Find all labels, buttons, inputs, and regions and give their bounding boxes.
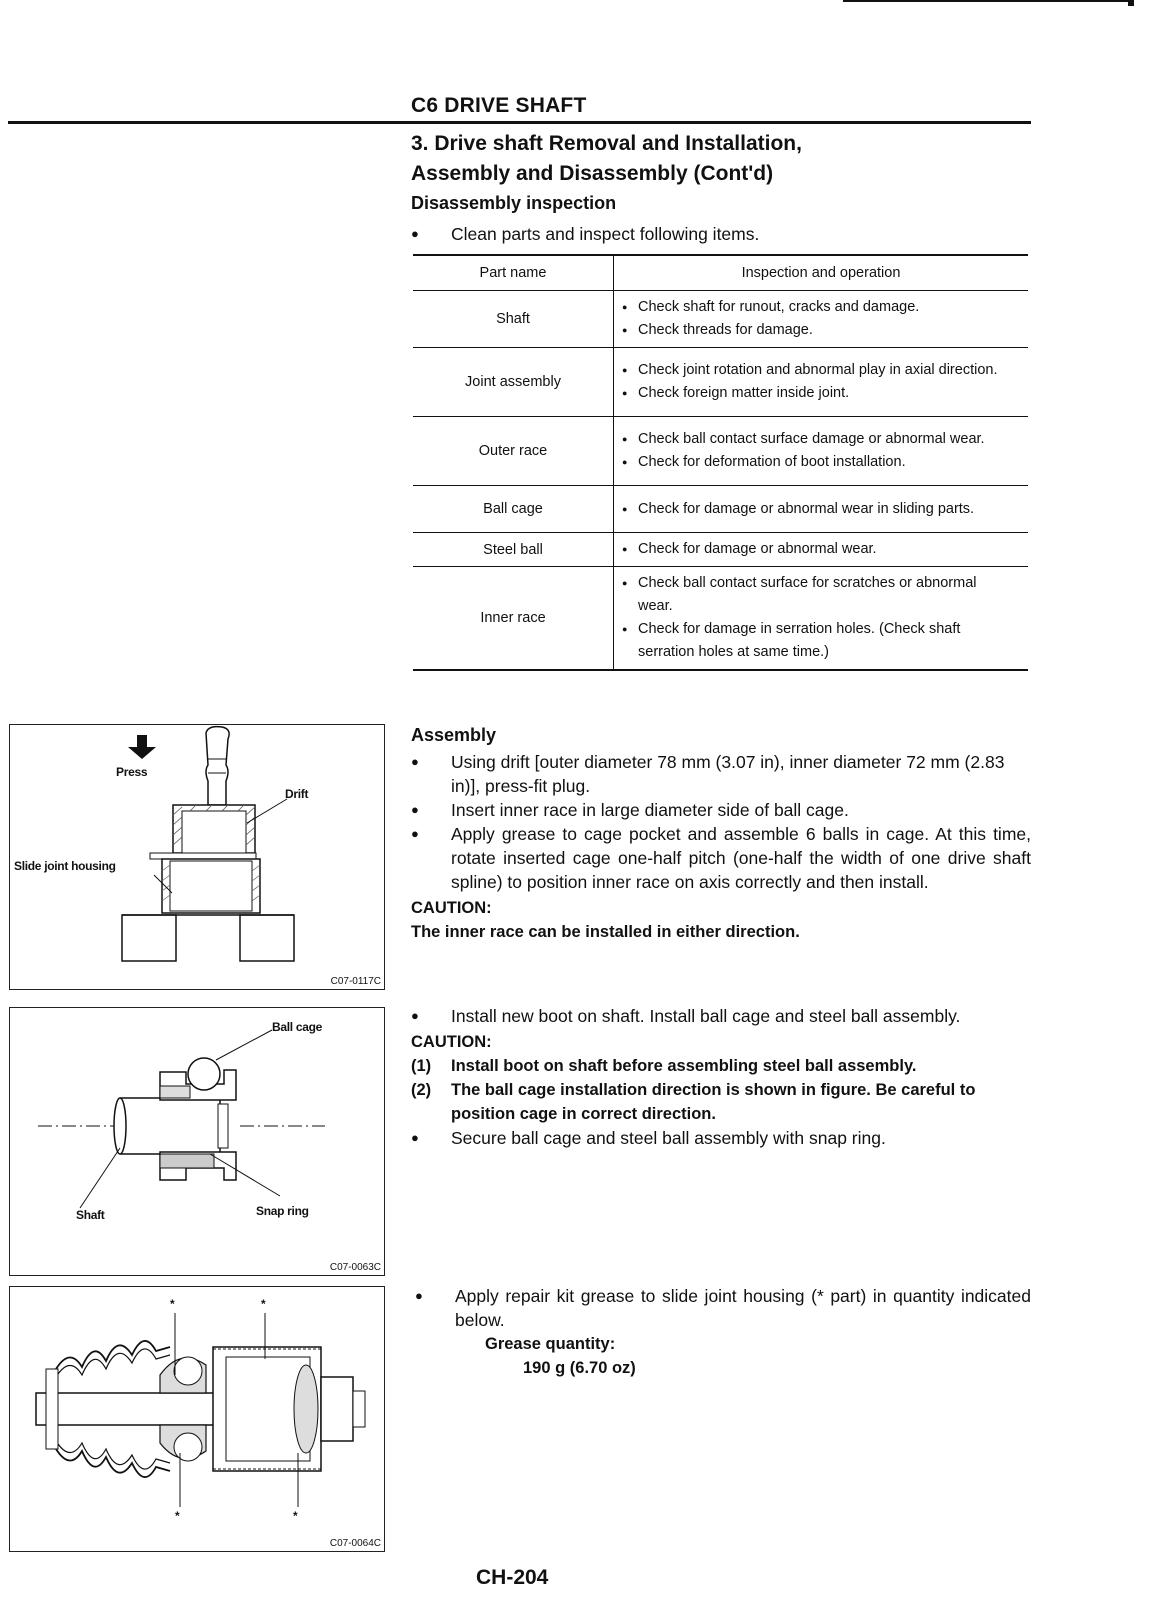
part-name: Outer race: [413, 417, 614, 486]
ball-cage-label: Ball cage: [272, 1020, 322, 1034]
table-row: [413, 567, 1028, 670]
table-header-ops: Inspection and operation: [741, 265, 901, 281]
inspection-item: ● Check for damage in serration holes. (Check shaft serration holes at same time.): [620, 618, 1018, 664]
assembly-step: ● Using drift [outer diameter 78 mm (3.07 in), inner diameter 72 mm (2.83 in)], press-fit plug.: [411, 750, 1031, 798]
assembly-step: ● Apply repair kit grease to slide joint housing (* part) in quantity indicated below.: [415, 1284, 1031, 1332]
assembly-boot-section: [411, 1004, 1031, 1150]
inspection-item: ● Check foreign matter inside joint.: [620, 382, 1028, 405]
assembly-step: ● Apply grease to cage pocket and assemble 6 balls in cage. At this time, rotate inserted cage one-half pitch (one-half the width of one drive shaft spline) to position inner race on axis correctly and then install.: [411, 822, 1031, 894]
inspection-item: ● Check ball contact surface damage or abnormal wear.: [620, 428, 1028, 451]
figure-code: C07-0063C: [329, 1262, 381, 1273]
snap-ring-label: Snap ring: [256, 1204, 309, 1218]
caution-item-text: The ball cage installation direction is shown in figure. Be careful to position cage in correct direction.: [451, 1081, 976, 1123]
part-name: Inner race: [413, 567, 614, 670]
figure-boot-housing: [9, 1286, 385, 1552]
page-subtitle: [411, 129, 802, 189]
table-row: [413, 417, 1028, 486]
assembly-heading: Assembly: [411, 725, 497, 745]
assembly-step: ● Install new boot on shaft. Install ball cage and steel ball assembly.: [411, 1004, 1031, 1028]
inspection-item: ● Check for damage or abnormal wear in sliding parts.: [620, 498, 1023, 521]
inspection-item: ● Check threads for damage.: [620, 319, 1028, 342]
shaft-label: Shaft: [76, 1208, 105, 1222]
subtitle-line-1: 3. Drive shaft Removal and Installation,: [411, 132, 802, 155]
ball-cage-diagram: [10, 1008, 384, 1275]
drift-label: Drift: [285, 787, 309, 801]
boot-housing-diagram: [10, 1287, 384, 1551]
figure-code: C07-0117C: [330, 976, 381, 987]
grease-point-mark: *: [170, 1297, 175, 1311]
inspection-item: ● Check shaft for runout, cracks and damage.: [620, 296, 1028, 319]
disassembly-heading: Disassembly inspection: [411, 193, 617, 213]
caution-item: [411, 1054, 1031, 1078]
grease-point-mark: *: [175, 1509, 180, 1523]
top-rule: [843, 0, 1133, 2]
assembly-section: [411, 725, 1031, 944]
grease-section: [415, 1284, 1031, 1380]
subtitle-line-2: Assembly and Disassembly (Cont'd): [411, 162, 774, 185]
assembly-step: ● Insert inner race in large diameter side of ball cage.: [411, 798, 1031, 822]
section-title: C6 DRIVE SHAFT: [411, 94, 587, 117]
caution-item: [411, 1078, 1031, 1126]
inspection-item: ● Check joint rotation and abnormal play in axial direction.: [620, 359, 1008, 382]
figure-code: C07-0064C: [329, 1538, 381, 1549]
table-row: [413, 533, 1028, 567]
table-row: [413, 348, 1028, 417]
caution-item-text: Install boot on shaft before assembling steel ball assembly.: [451, 1057, 917, 1075]
inspection-item: ● Check ball contact surface for scratches or abnormal wear.: [620, 572, 1013, 618]
figure-press-fit: [9, 724, 385, 990]
press-label: Press: [116, 765, 148, 779]
caution-item-number: (1): [411, 1057, 432, 1075]
part-name: Shaft: [413, 291, 614, 348]
part-name: Steel ball: [413, 533, 614, 567]
table-row: [413, 486, 1028, 533]
grease-label: Grease quantity:: [485, 1335, 616, 1353]
grease-value: 190 g (6.70 oz): [523, 1359, 636, 1377]
table-row: [413, 291, 1028, 348]
grease-point-mark: *: [261, 1297, 266, 1311]
housing-label: Slide joint housing: [14, 859, 116, 873]
inspection-item: ● Check for damage or abnormal wear.: [620, 538, 1028, 561]
page-number: CH-204: [476, 1566, 549, 1589]
top-corner-mark: [1128, 0, 1134, 6]
press-fit-diagram: [10, 725, 384, 989]
disassembly-intro: ● Clean parts and inspect following items.: [411, 222, 1071, 246]
part-name: Joint assembly: [413, 348, 614, 417]
grease-point-mark: *: [293, 1509, 298, 1523]
section-rule: [8, 121, 1031, 124]
inspection-item: ● Check for deformation of boot installation.: [620, 451, 1028, 474]
table-header-part: Part name: [413, 256, 614, 291]
caution-item-number: (2): [411, 1081, 432, 1099]
figure-ball-cage: [9, 1007, 385, 1276]
caution-label: CAUTION:: [411, 1033, 492, 1051]
assembly-step: ● Secure ball cage and steel ball assembly with snap ring.: [411, 1126, 1031, 1150]
inspection-table: [413, 254, 1028, 671]
caution-label: CAUTION:: [411, 899, 492, 917]
part-name: Ball cage: [413, 486, 614, 533]
caution-text: The inner race can be installed in either direction.: [411, 923, 800, 941]
